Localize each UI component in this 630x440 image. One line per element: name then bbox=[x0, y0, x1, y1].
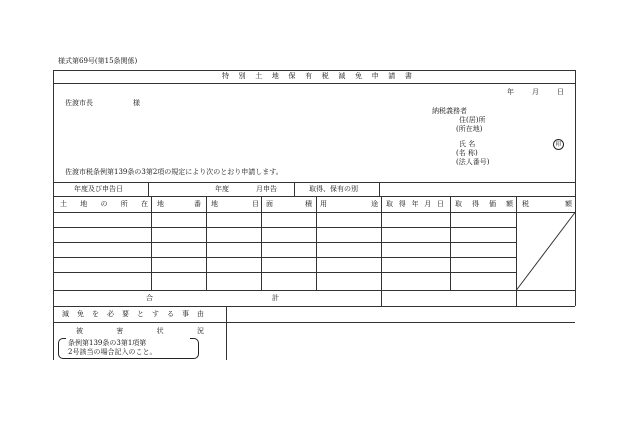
seal-icon: 印 bbox=[553, 139, 564, 150]
header-area: 面 積 bbox=[266, 200, 312, 208]
header-land-category: 地 目 bbox=[211, 200, 259, 208]
header-acquisition-date: 取 得 年 月 日 bbox=[386, 200, 444, 208]
damage-note-line-2: 2号該当の場合記入のこと。 bbox=[68, 348, 157, 356]
addressee-name: 佐渡市長 bbox=[65, 99, 93, 107]
date-day: 日 bbox=[557, 88, 564, 96]
date-year: 年 bbox=[507, 88, 514, 96]
header-tax-amount: 税 額 bbox=[522, 200, 572, 208]
total-label-left: 合 bbox=[146, 294, 153, 302]
year-unit-label: 年度 bbox=[215, 185, 229, 193]
header-usage: 用 途 bbox=[320, 200, 378, 208]
damage-note-line-1: 条例第139条の3第1項第 bbox=[68, 339, 147, 347]
header-location: 土 地 の 所 在 bbox=[60, 200, 148, 208]
month-declaration-label: 月申告 bbox=[256, 185, 277, 193]
fiscal-year-label: 年度及び申告日 bbox=[74, 185, 123, 193]
form-number: 様式第69号(第15条関係) bbox=[58, 57, 138, 65]
location-label: (所在地) bbox=[456, 125, 483, 133]
name-alt-label: (名 称) bbox=[456, 149, 478, 157]
taxpayer-heading: 納税義務者 bbox=[432, 107, 467, 115]
total-label-right: 計 bbox=[272, 294, 279, 302]
header-acquisition-price: 取 得 価 額 bbox=[455, 200, 513, 208]
addressee-honorific: 様 bbox=[133, 99, 140, 107]
date-month: 月 bbox=[532, 88, 539, 96]
reason-label: 減 免 を 必 要 と す る 事 由 bbox=[62, 310, 204, 318]
damage-label: 被 害 状 況 bbox=[76, 327, 204, 335]
name-label: 氏 名 bbox=[459, 140, 476, 148]
acquisition-type-label: 取得、保有の別 bbox=[309, 185, 358, 193]
statement-text: 佐渡市税条例第139条の3第2項の規定により次のとおり申請します。 bbox=[65, 168, 283, 176]
address-label: 住(居)所 bbox=[459, 116, 486, 124]
form-title: 特 別 土 地 保 有 税 減 免 申 請 書 bbox=[222, 72, 412, 80]
header-lot-number: 地 番 bbox=[157, 200, 201, 208]
corp-number-label: (法人番号) bbox=[456, 158, 490, 166]
